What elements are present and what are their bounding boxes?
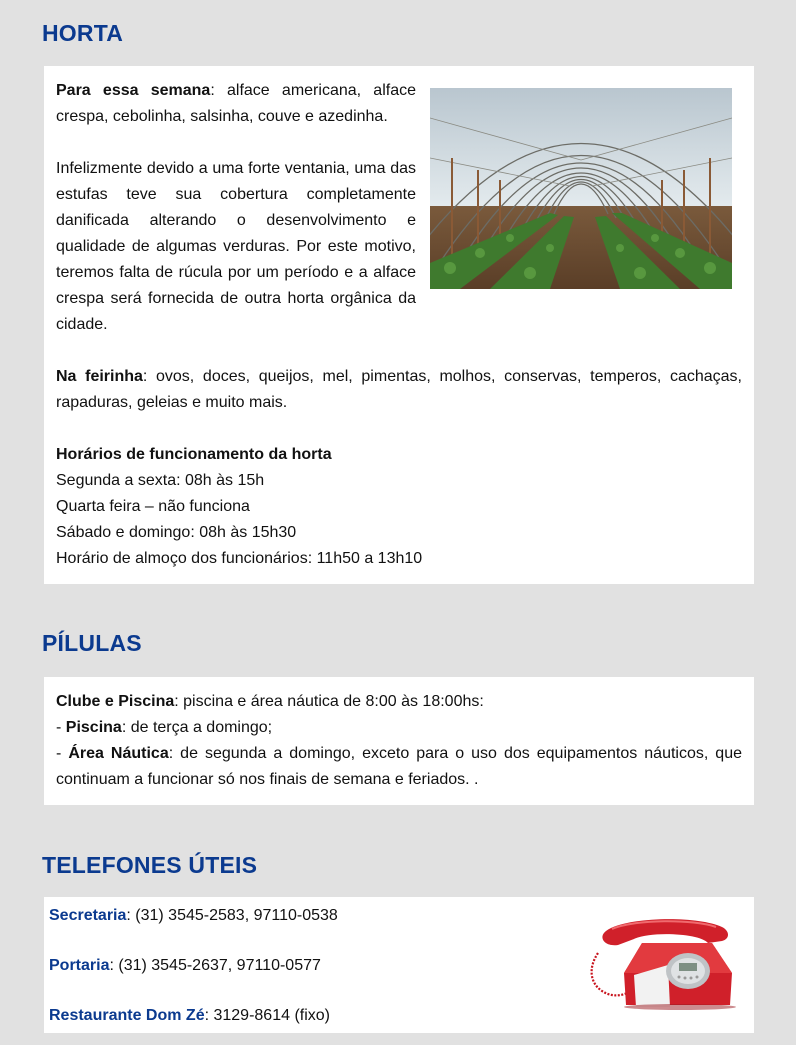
- section-title-telefones: TELEFONES ÚTEIS: [42, 852, 258, 878]
- hours-line: Sábado e domingo: 08h às 15h30: [56, 524, 297, 541]
- bullet-dash: -: [56, 719, 66, 736]
- nautical-label: Área Náutica: [68, 745, 169, 762]
- horta-card: [44, 66, 754, 584]
- bullet-dash: -: [56, 745, 69, 762]
- contact-label: Restaurante Dom Zé: [49, 1007, 205, 1024]
- hours-line: Horário de almoço dos funcionários: 11h50 a 13h10: [56, 550, 423, 567]
- hours-title: Horários de funcionamento da horta: [56, 446, 332, 463]
- hours-line: Quarta feira – não funciona: [56, 498, 250, 515]
- greenhouse-photo: [430, 88, 732, 289]
- red-telephone-image: [584, 913, 740, 1011]
- week-label: Para essa semana: [56, 82, 211, 99]
- nautical-text: : de segunda a domingo, exceto para o uso dos equipamentos náuticos, que continuam a funcionar só nos finais de semana e feriados. .: [56, 745, 743, 788]
- club-text: : piscina e área náutica de 8:00 às 18:00hs:: [174, 693, 484, 710]
- feirinha-list: : ovos, doces, queijos, mel, pimentas, molhos, conservas, temperos, cachaças, rapaduras, geleias e muito mais.: [56, 368, 742, 411]
- contact-label: Secretaria: [49, 907, 127, 924]
- contact-value: : 3129-8614 (fixo): [204, 1007, 330, 1024]
- contact-restaurante: [49, 1006, 330, 1026]
- nautical-line: [56, 741, 742, 793]
- contact-label: Portaria: [49, 957, 110, 974]
- club-label: Clube e Piscina: [56, 693, 175, 710]
- feirinha-text: [56, 364, 742, 416]
- week-list: : alface americana, alface crespa, cebolinha, salsinha, couve e azedinha.: [56, 82, 416, 125]
- pool-label: Piscina: [65, 719, 122, 736]
- section-title-horta: HORTA: [42, 20, 124, 46]
- week-produce: [56, 78, 416, 130]
- contact-secretaria: [49, 906, 338, 926]
- club-line: [56, 689, 742, 715]
- horta-details: [56, 364, 742, 572]
- feirinha-label: Na feirinha: [56, 368, 143, 385]
- horta-intro: [56, 78, 416, 338]
- telefones-card: [44, 897, 754, 1033]
- pool-line: [56, 715, 742, 741]
- contact-value: : (31) 3545-2583, 97110-0538: [126, 907, 338, 924]
- hours-line: Segunda a sexta: 08h às 15h: [56, 472, 265, 489]
- greenhouse-notice: Infelizmente devido a uma forte ventania, uma das estufas teve sua cobertura completamente danificada alterando o desenvolvimento e qualidade de algumas verduras. Por este motivo, teremos falta de rúcula por um período e a alface crespa será fornecida de outra horta orgânica da cidade.: [56, 160, 416, 333]
- pilulas-card: [44, 677, 754, 805]
- pool-text: : de terça a domingo;: [121, 719, 273, 736]
- contact-value: : (31) 3545-2637, 97110-0577: [109, 957, 321, 974]
- section-title-pilulas: PÍLULAS: [42, 630, 142, 656]
- contact-portaria: [49, 956, 321, 976]
